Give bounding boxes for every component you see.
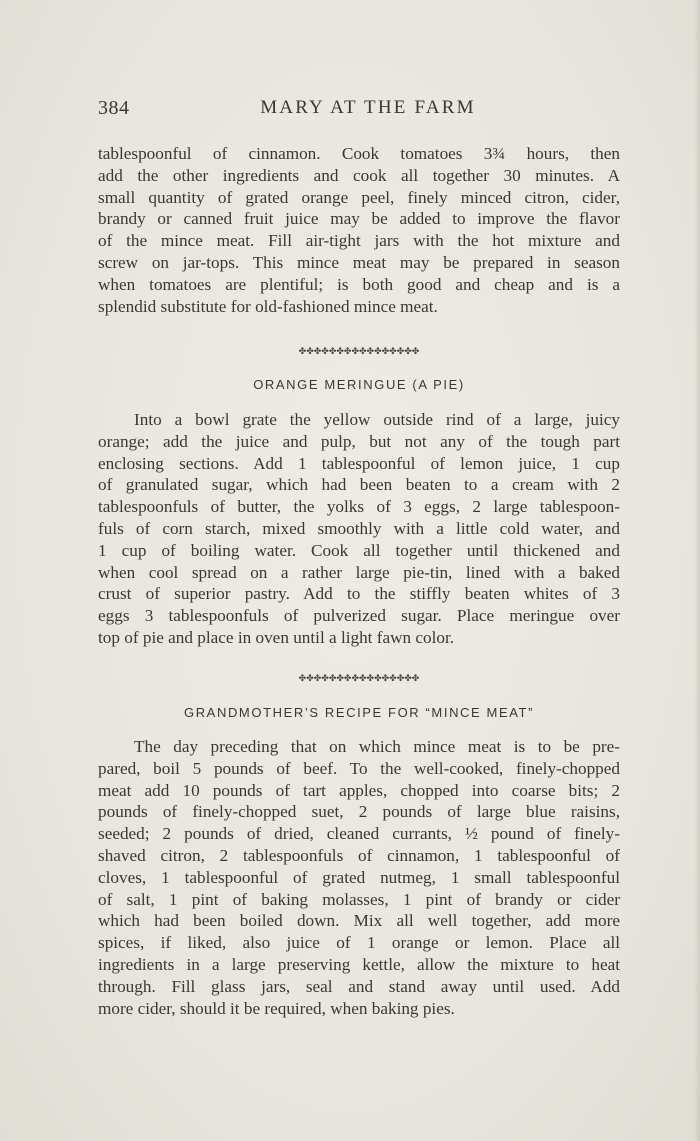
grandmothers-recipe-paragraph: [98, 736, 620, 1019]
text-line: more cider, should it be required, when baking pies.: [98, 998, 455, 1018]
text-line: pounds of finely-chopped suet, 2 pounds of large blue raisins,: [98, 802, 620, 822]
page-header: [98, 97, 618, 123]
text-line: tablespoonful of cinnamon. Cook tomatoes 3¾ hours, then: [98, 144, 620, 163]
text-line: top of pie and place in oven until a light fawn color.: [98, 627, 455, 647]
text-line: tablespoonfuls of butter, the yolks of 3 eggs, 2 large tablespoon-: [98, 497, 620, 517]
text-line: of salt, 1 pint of baking molasses, 1 pint of brandy or cider: [98, 889, 620, 909]
running-title: MARY AT THE FARM: [260, 97, 476, 118]
text-line: orange; add the juice and pulp, but not any of the tough part: [98, 431, 620, 451]
section-heading-grandmothers-recipe: GRANDMOTHER’S RECIPE FOR “MINCE MEAT”: [183, 705, 535, 720]
text-line: screw on jar-tops. This mince meat may be prepared in season: [98, 252, 620, 272]
text-line: add the other ingredients and cook all together 30 minutes. A: [98, 165, 620, 185]
text-line: of the mince meat. Fill air-tight jars with the hot mixture and: [98, 231, 620, 251]
page-number: 384: [98, 97, 130, 119]
text-line: seeded; 2 pounds of dried, cleaned currants, ½ pound of finely-: [98, 824, 620, 844]
text-line: crust of superior pastry. Add to the stiffly beaten whites of 3: [98, 584, 620, 604]
page-edge-shadow: [694, 0, 700, 1141]
text-line: when cool spread on a rather large pie-tin, lined with a baked: [98, 562, 620, 582]
text-line: Into a bowl grate the yellow outside rind of a large, juicy: [134, 410, 620, 429]
text-line: through. Fill glass jars, seal and stand away until used. Add: [98, 976, 620, 996]
text-line: splendid substitute for old-fashioned mince meat.: [98, 296, 438, 316]
text-line: spices, if liked, also juice of 1 orange or lemon. Place all: [98, 933, 620, 953]
text-line: fuls of corn starch, mixed smoothly with a little cold water, and: [98, 518, 620, 538]
text-line: shaved citron, 2 tablespoonfuls of cinnamon, 1 tablespoonful of: [98, 845, 620, 865]
text-line: The day preceding that on which mince meat is to be pre-: [134, 737, 620, 756]
text-line: pared, boil 5 pounds of beef. To the well-cooked, finely-chopped: [98, 758, 620, 778]
text-line: cloves, 1 tablespoonful of grated nutmeg, 1 small tablespoonful: [98, 867, 620, 887]
text-line: eggs 3 tablespoonfuls of pulverized sugar. Place meringue over: [98, 606, 620, 626]
orange-meringue-paragraph: [98, 409, 620, 649]
intro-paragraph: [98, 143, 620, 317]
text-line: ingredients in a large preserving kettle, allow the mixture to heat: [98, 954, 620, 974]
text-line: 1 cup of boiling water. Cook all together until thickened and: [98, 540, 620, 560]
text-line: brandy or canned fruit juice may be added to improve the flavor: [98, 209, 620, 229]
text-line: which had been boiled down. Mix all well together, add more: [98, 911, 620, 931]
text-line: enclosing sections. Add 1 tablespoonful of lemon juice, 1 cup: [98, 453, 620, 473]
text-line: small quantity of grated orange peel, finely minced citron, cider,: [98, 187, 620, 207]
text-line: of granulated sugar, which had been beaten to a cream with 2: [98, 475, 620, 495]
section-ornament: ✤✤✤✤✤✤✤✤✤✤✤✤✤✤✤✤: [298, 673, 420, 683]
text-line: when tomatoes are plentiful; is both good and cheap and is a: [98, 274, 620, 294]
section-ornament: ✤✤✤✤✤✤✤✤✤✤✤✤✤✤✤✤: [298, 346, 420, 356]
text-line: meat add 10 pounds of tart apples, chopped into coarse bits; 2: [98, 780, 620, 800]
section-heading-orange-meringue: ORANGE MERINGUE (A PIE): [253, 377, 465, 392]
